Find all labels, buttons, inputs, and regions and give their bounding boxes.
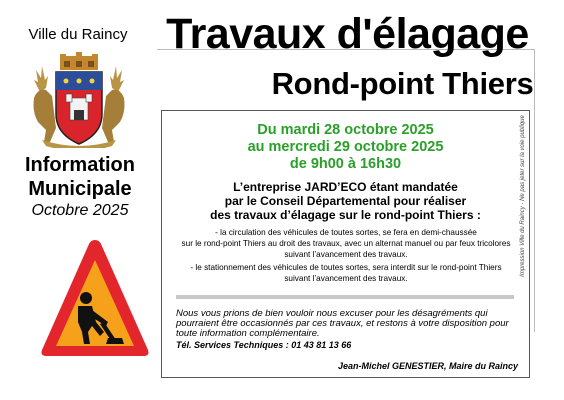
apology-line-1: Nous vous prions de bien vouloir nous excuser pour les désagréments qui (176, 308, 488, 319)
date-start: Du mardi 28 octobre 2025 (257, 122, 434, 138)
time-range: de 9h00 à 16h30 (289, 156, 402, 172)
info-date: Octobre 2025 (31, 202, 129, 219)
lead-line-1: L’entreprise JARD’ECO étant mandatée (233, 180, 458, 194)
legal-notice: Impression Ville du Raincy - Ne pas jeter sur la voie publique (520, 115, 526, 277)
roadworks-warning-icon (38, 236, 152, 362)
apology-line-2: pourraient être occasionnés par ces travaux, et restons à votre disposition pour (176, 318, 509, 329)
traffic-bullet (170, 227, 522, 260)
town-name: Ville du Raincy (28, 26, 128, 43)
info-block (6, 153, 154, 221)
traffic-line-3: suivant l’avancement des travaux. (284, 250, 408, 259)
apology-paragraph (176, 309, 516, 339)
parking-bullet (170, 262, 522, 284)
info-line-1: Information (25, 154, 135, 176)
coat-of-arms-icon (28, 52, 130, 148)
date-end: au mercredi 29 octobre 2025 (247, 139, 444, 155)
lead-line-2: par le Conseil Départemental pour réaliser (224, 194, 467, 208)
page-subtitle: Rond-point Thiers (271, 66, 534, 101)
mayor-signature: Jean-Michel GENESTIER, Maire du Raincy (337, 361, 518, 371)
lead-line-3: des travaux d’élagage sur le rond-point Thiers : (210, 208, 481, 222)
separator (176, 295, 514, 299)
phone-contact: Tél. Services Techniques : 01 43 81 13 66 (176, 340, 352, 350)
page-title: Travaux d'élagage (166, 10, 529, 58)
traffic-line-1: - la circulation des véhicules de toutes sortes, se fera en demi-chaussée (215, 228, 477, 237)
traffic-line-2: sur le rond-point Thiers au droit des travaux, avec un alternat manuel ou par feux tricolores (181, 239, 511, 248)
apology-line-3: toute information complémentaire. (176, 328, 320, 339)
info-line-2: Municipale (28, 178, 132, 200)
lead-paragraph (161, 180, 530, 222)
parking-line-2: suivant l’avancement des travaux. (284, 274, 408, 283)
work-dates (161, 122, 530, 173)
parking-line-1: - le stationnement des véhicules de toutes sortes, sera interdit sur le rond-point Thiers (190, 263, 502, 272)
